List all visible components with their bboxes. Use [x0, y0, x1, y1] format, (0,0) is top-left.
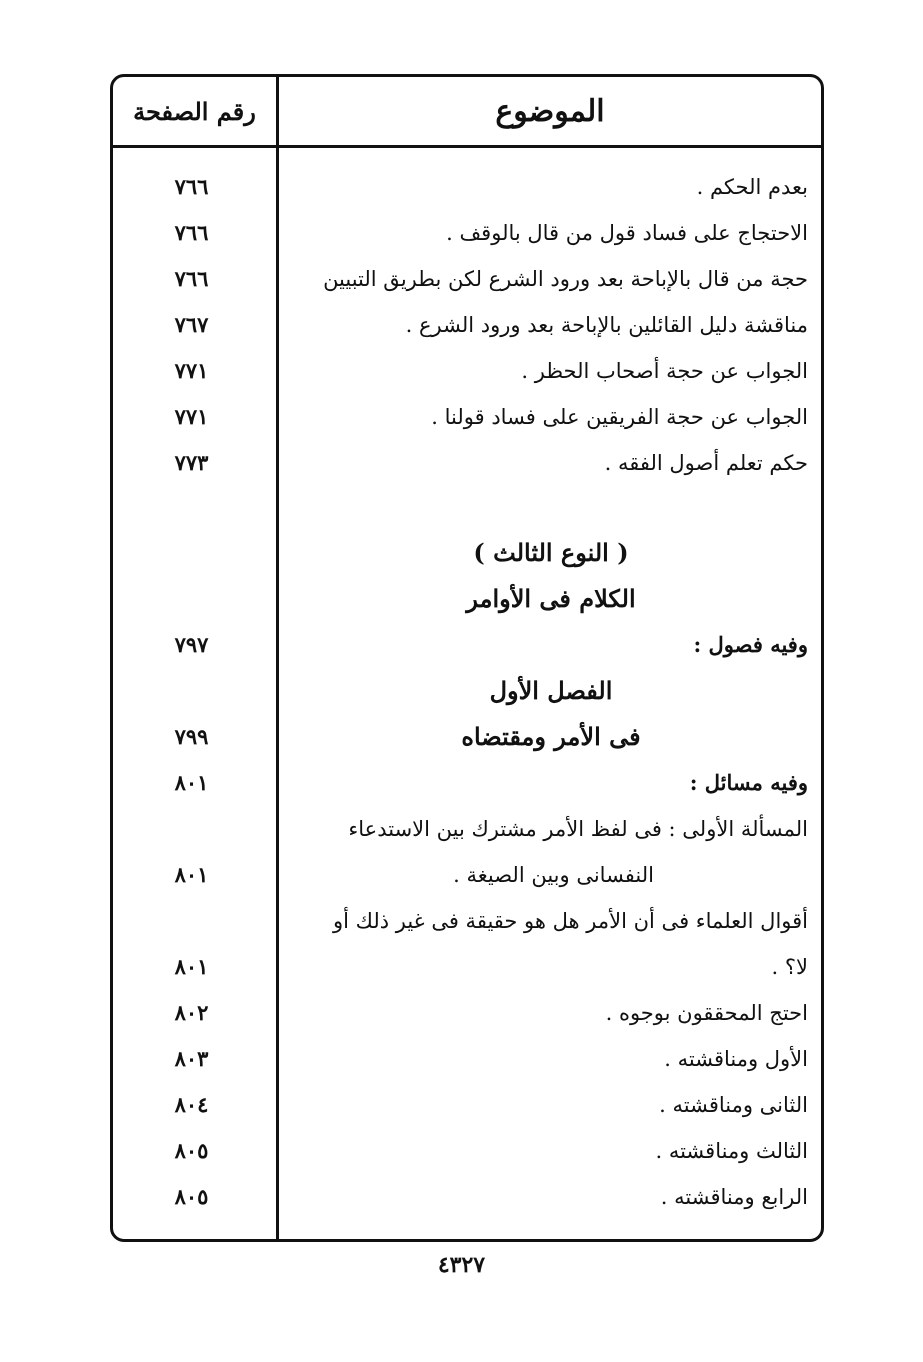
row-subject: وفيه فصول : — [693, 632, 808, 657]
row-page-number: ٧٧١ — [174, 358, 209, 383]
page-footer-number: ٤٣٢٧ — [437, 1252, 486, 1278]
row-subject: مناقشة دليل القائلين بالإباحة بعد ورود الشرع . — [405, 313, 808, 337]
table-row — [110, 302, 824, 348]
section-heading: ( النوع الثالث ) — [473, 538, 629, 567]
row-subject: بعدم الحكم . — [696, 175, 808, 199]
table-row — [110, 806, 824, 852]
section-heading-row — [110, 576, 824, 622]
row-page-number: ٧٦٦ — [174, 220, 209, 245]
table-row — [110, 164, 824, 210]
row-page-number — [110, 530, 273, 576]
section-heading: فى الأمر ومقتضاه — [461, 722, 641, 751]
row-page-number: ٨٠٢ — [174, 1000, 209, 1025]
table-row — [110, 440, 824, 486]
row-page-number: ٨٠٤ — [174, 1092, 209, 1117]
row-subject: الثالث ومناقشته . — [655, 1139, 808, 1163]
row-subject: الثانى ومناقشته . — [659, 1093, 808, 1117]
row-page-number: ٨٠٥ — [174, 1184, 209, 1209]
row-page-number: ٧٦٦ — [174, 174, 209, 199]
section-heading: الكلام فى الأوامر — [466, 584, 636, 613]
section-heading-row — [110, 530, 824, 576]
row-subject: احتج المحققون بوجوه . — [605, 1001, 808, 1025]
row-subject: الجواب عن حجة أصحاب الحظر . — [521, 359, 808, 383]
row-subject: الاحتجاج على فساد قول من قال بالوقف . — [446, 221, 808, 245]
row-page-number: ٨٠١ — [174, 954, 209, 979]
table-row — [110, 256, 824, 302]
table-row — [110, 760, 824, 806]
row-page-number — [110, 576, 273, 622]
row-page-number: ٧٩٩ — [174, 724, 209, 749]
table-row — [110, 1174, 824, 1220]
row-page-number: ٧٦٧ — [174, 312, 209, 337]
section-heading-row — [110, 668, 824, 714]
row-page-number — [110, 898, 273, 944]
table-row — [110, 348, 824, 394]
row-page-number: ٧٧٣ — [174, 450, 209, 475]
row-subject: الرابع ومناقشته . — [660, 1185, 808, 1209]
row-subject: حجة من قال بالإباحة بعد ورود الشرع لكن بطريق التبيين — [323, 267, 808, 291]
row-page-number — [110, 668, 273, 714]
row-subject: أقوال العلماء فى أن الأمر هل هو حقيقة فى غير ذلك أو — [332, 909, 808, 933]
row-subject: الأول ومناقشته . — [664, 1047, 808, 1071]
row-subject: النفسانى وبين الصيغة . — [453, 863, 654, 887]
table-row — [110, 852, 824, 898]
table-row — [110, 990, 824, 1036]
subject-column-header: الموضوع — [495, 93, 605, 129]
row-subject: الجواب عن حجة الفريقين على فساد قولنا . — [431, 405, 808, 429]
row-page-number — [110, 806, 273, 852]
table-row — [110, 1082, 824, 1128]
table-row — [110, 394, 824, 440]
row-page-number: ٧٩٧ — [174, 632, 209, 657]
table-row — [110, 622, 824, 668]
table-row — [110, 210, 824, 256]
row-page-number: ٨٠١ — [174, 862, 209, 887]
row-subject: حكم تعلم أصول الفقه . — [604, 451, 808, 475]
row-subject: المسألة الأولى : فى لفظ الأمر مشترك بين الاستدعاء — [348, 817, 808, 841]
row-page-number: ٨٠٥ — [174, 1138, 209, 1163]
table-row — [110, 1036, 824, 1082]
row-page-number: ٧٧١ — [174, 404, 209, 429]
table-header — [113, 77, 821, 148]
table-row — [110, 898, 824, 944]
row-page-number: ٨٠٣ — [174, 1046, 209, 1071]
section-heading-row — [110, 714, 824, 760]
row-subject: لا؟ . — [771, 955, 808, 979]
table-row — [110, 944, 824, 990]
page-column-header: رقم الصفحة — [133, 96, 256, 126]
row-page-number: ٨٠١ — [174, 770, 209, 795]
section-heading: الفصل الأول — [489, 676, 613, 705]
table-row — [110, 1128, 824, 1174]
row-subject: وفيه مسائل : — [689, 770, 808, 795]
row-page-number: ٧٦٦ — [174, 266, 209, 291]
